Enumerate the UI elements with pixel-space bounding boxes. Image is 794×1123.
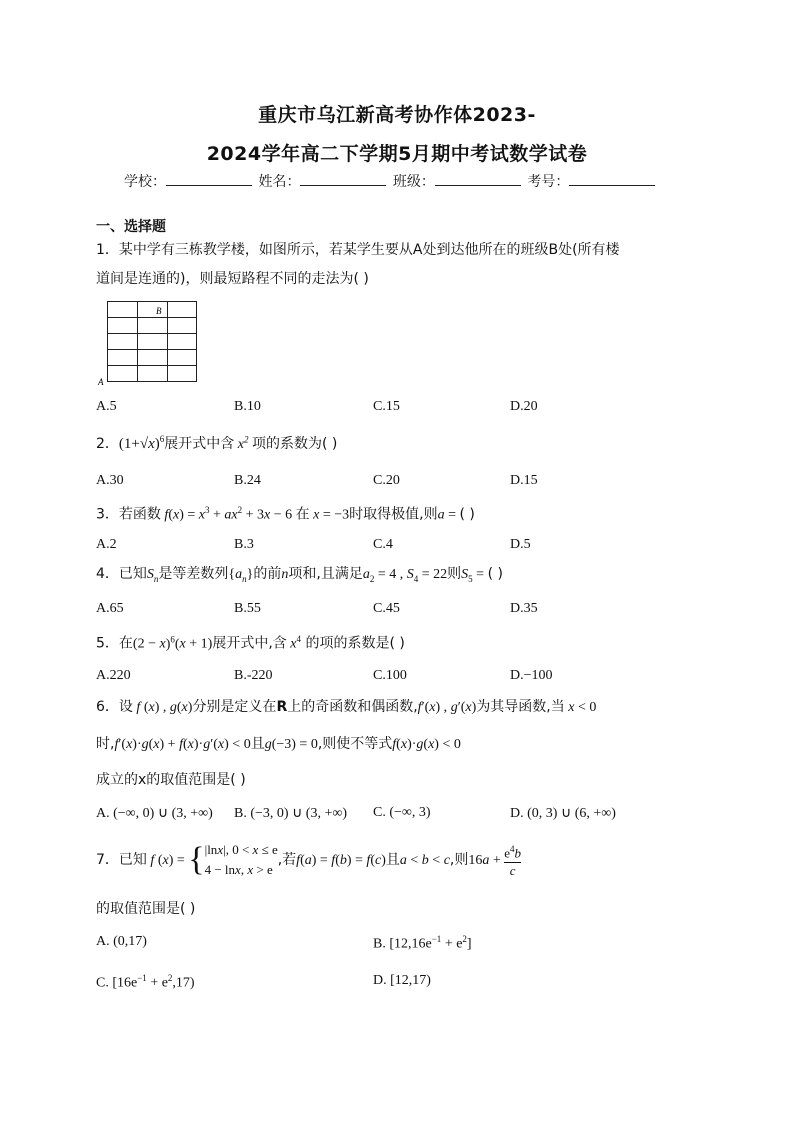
class-blank[interactable] bbox=[435, 171, 521, 186]
q2-stem: 2．$(1+√x)^6$展开式中含 $x^2$ 项的系数为( ) bbox=[96, 434, 338, 452]
q5-stem: 5．在$(2 - x)^6(x + 1)$展开式中,含 $x^4$ 的项的系数是( ) bbox=[96, 634, 405, 652]
point-b-label: B bbox=[156, 306, 162, 316]
q7-piecewise: |lnx|, 0 < x ≤ e 4 − lnx, x > e bbox=[204, 842, 278, 877]
q4-option-b[interactable]: B.55 bbox=[234, 601, 261, 616]
q4-option-a[interactable]: A.65 bbox=[96, 601, 124, 616]
q1-option-a[interactable]: A.5 bbox=[96, 399, 117, 414]
q6-option-a[interactable]: A. (−∞, 0) ∪ (3, +∞) bbox=[96, 806, 213, 821]
name-label: 姓名： bbox=[258, 174, 301, 190]
q6-option-c[interactable]: C. (−∞, 3) bbox=[373, 805, 431, 820]
school-blank[interactable] bbox=[166, 171, 252, 186]
name-blank[interactable] bbox=[300, 171, 386, 186]
q5-option-a[interactable]: A.220 bbox=[96, 668, 131, 683]
point-a-label: A bbox=[98, 377, 104, 387]
q2-option-c[interactable]: C.20 bbox=[373, 473, 400, 488]
q6-line-1: 6．设 f (x) , g(x)分别是定义在R上的奇函数和偶函数,f′(x) , g′(x)为其导函数,当 x < 0 bbox=[96, 699, 597, 715]
q2-option-a[interactable]: A.30 bbox=[96, 473, 124, 488]
q4-stem: 4．已知$S_n$是等差数列$\{a_n\}$的前n项和,且满足$a_2 = 4$ , $S_4 = 22$则$S_5$ = ( ) bbox=[96, 566, 503, 584]
q1-line-2: 道间是连通的)，则最短路程不同的走法为( ) bbox=[96, 271, 369, 287]
q7-option-b[interactable]: B. $[12,16e^{-1} + e^2]$ bbox=[373, 934, 472, 952]
q1-line-1: 1．某中学有三栋教学楼，如图所示，若某学生要从A处到达他所在的班级B处(所有楼 bbox=[96, 242, 620, 258]
school-label: 学校： bbox=[124, 174, 166, 190]
q4-option-c[interactable]: C.45 bbox=[373, 601, 400, 616]
q2-binomial: $(1+√x)^6$ bbox=[118, 434, 165, 452]
q7-fraction: $\frac{e^4b}{c}$ bbox=[504, 841, 521, 878]
q1-grid-figure bbox=[98, 301, 200, 387]
section-heading: 一、选择题 bbox=[96, 219, 166, 235]
q6-option-d[interactable]: D. (0, 3) ∪ (6, +∞) bbox=[510, 806, 616, 821]
title-line-2: 2024学年高二下学期5月期中考试数学试卷 bbox=[206, 143, 588, 165]
exam-number-label: 考号： bbox=[527, 174, 570, 190]
q1-option-d[interactable]: D.20 bbox=[510, 399, 538, 414]
q2-term: $x^2$ bbox=[234, 434, 249, 452]
q1-option-c[interactable]: C.15 bbox=[373, 399, 400, 414]
q7-option-d[interactable]: D. [12,17) bbox=[373, 973, 431, 988]
student-info bbox=[124, 171, 657, 191]
q7-option-a[interactable]: A. (0,17) bbox=[96, 934, 147, 949]
class-label: 班级： bbox=[392, 174, 435, 190]
title-line-1: 重庆市乌江新高考协作体2023- bbox=[258, 104, 536, 126]
q4-option-d[interactable]: D.35 bbox=[510, 601, 538, 616]
q3-option-b[interactable]: B.3 bbox=[234, 537, 254, 552]
q3-stem: 3．若函数 $f(x) = x^3 + ax^2 + 3x - 6$ 在 x = −3时取得极值,则a = ( ) bbox=[96, 505, 475, 523]
q7-option-c[interactable]: C. $[16e^{-1} + e^2,17)$ bbox=[96, 973, 195, 991]
q2-option-d[interactable]: D.15 bbox=[510, 473, 538, 488]
q5-option-b[interactable]: B.-220 bbox=[234, 668, 273, 683]
q3-function: f bbox=[160, 507, 169, 523]
q3-option-c[interactable]: C.4 bbox=[373, 537, 393, 552]
q3-option-d[interactable]: D.5 bbox=[510, 537, 531, 552]
q7-line-2: 的取值范围是( ) bbox=[96, 901, 196, 917]
q6-line-2: 时,f′(x)·g(x) + f(x)·g′(x) < 0且g(−3) = 0,则使不等式f(x)·g(x) < 0 bbox=[96, 736, 461, 752]
q1-option-b[interactable]: B.10 bbox=[234, 399, 261, 414]
q3-option-a[interactable]: A.2 bbox=[96, 537, 117, 552]
q2-option-b[interactable]: B.24 bbox=[234, 473, 261, 488]
q5-option-d[interactable]: D.−100 bbox=[510, 668, 553, 683]
q5-option-c[interactable]: C.100 bbox=[373, 668, 407, 683]
exam-number-blank[interactable] bbox=[569, 171, 655, 186]
q6-line-3: 成立的x的取值范围是( ) bbox=[96, 772, 246, 788]
q7-stem: 7．已知 f (x) = { |lnx|, 0 < x ≤ e 4 − lnx, x > e ,若f(a) = f(b) = f(c)且a < b < c,则16a + $\frac{e^4b}{c}$ bbox=[96, 841, 522, 878]
q6-option-b[interactable]: B. (−3, 0) ∪ (3, +∞) bbox=[234, 806, 348, 821]
